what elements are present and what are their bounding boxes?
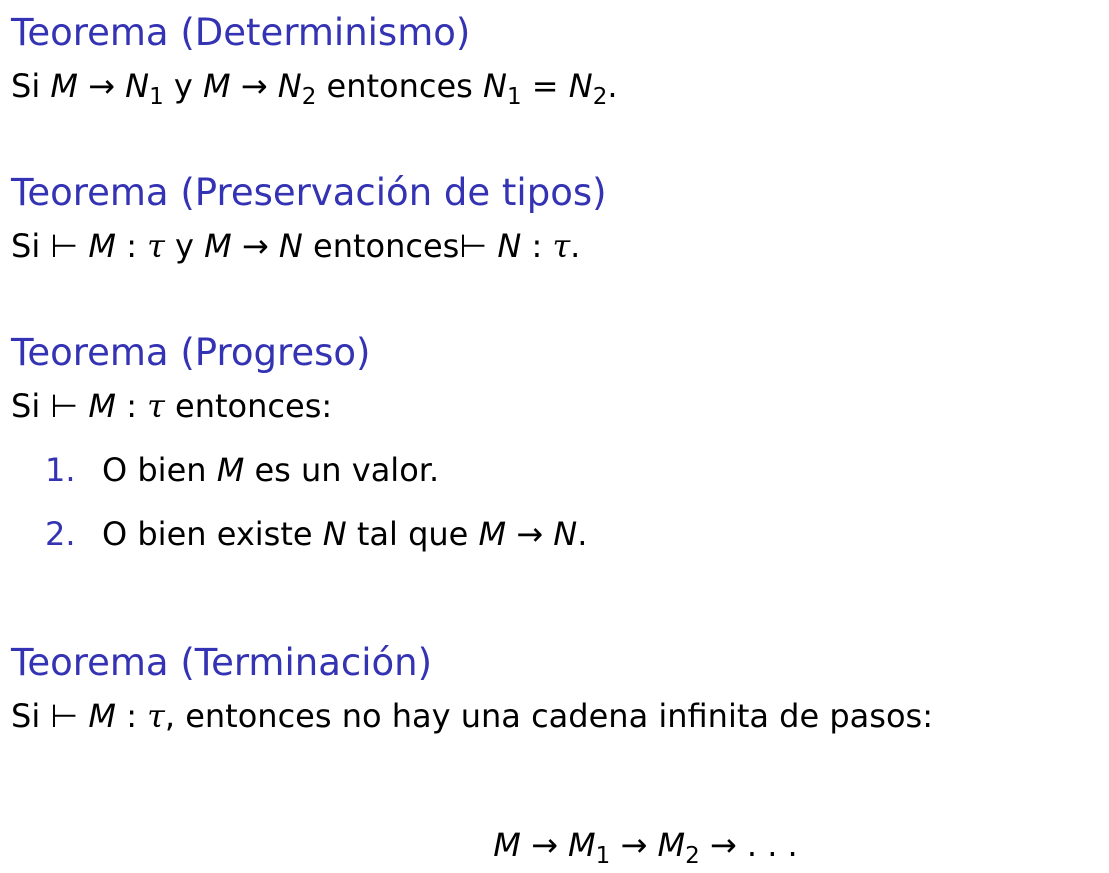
theorem-title: Teorema (Terminación) bbox=[11, 641, 433, 684]
theorem-progreso bbox=[11, 330, 1101, 554]
theorem-title: Teorema (Preservación de tipos) bbox=[11, 171, 607, 214]
list-number: 1. bbox=[45, 451, 76, 489]
theorem-statement: Si ⊢ M : τ, entonces no hay una cadena infinita de pasos: bbox=[11, 697, 933, 735]
list-item: 2. O bien existe N tal que M → N. bbox=[45, 515, 588, 553]
theorem-statement: Si ⊢ M : τ y M → N entonces⊢ N : τ. bbox=[11, 227, 581, 265]
theorem-preservacion bbox=[11, 170, 1101, 266]
theorem-statement: Si $M \to N_1$ y $M \to N_2$ entonces $N_1 = N_2$. bbox=[11, 67, 618, 110]
theorem-determinismo bbox=[11, 10, 1101, 110]
enumerated-list bbox=[11, 450, 1101, 554]
theorem-title: Teorema (Determinismo) bbox=[11, 11, 471, 54]
theorem-statement: Si ⊢ M : τ entonces: bbox=[11, 387, 333, 425]
list-number: 2. bbox=[45, 515, 76, 553]
theorem-title: Teorema (Progreso) bbox=[11, 331, 371, 374]
display-equation: $M \to M_1 \to M_2$ → . . . bbox=[493, 826, 798, 869]
list-item: 1. O bien M es un valor. bbox=[45, 451, 440, 489]
theorem-terminacion bbox=[11, 640, 1101, 736]
